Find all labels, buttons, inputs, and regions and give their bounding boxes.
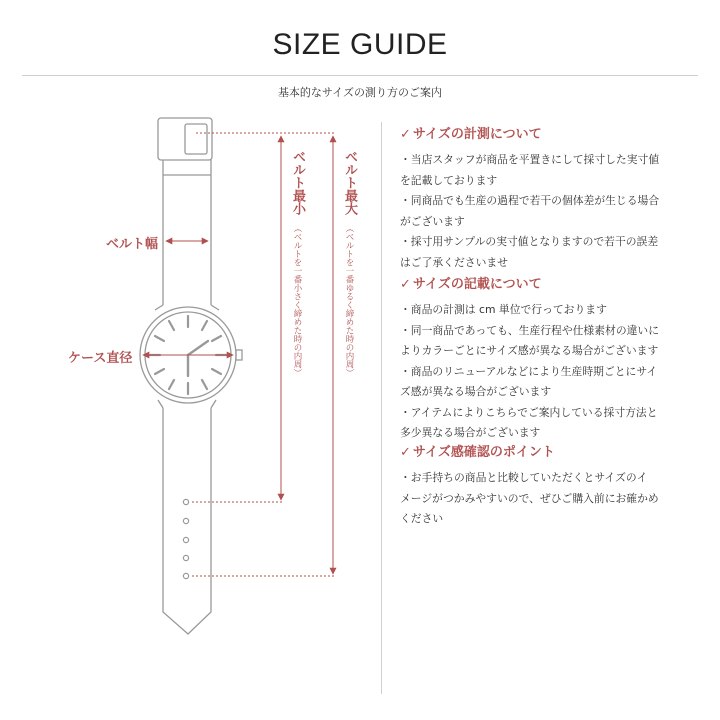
section-text-line: メージがつかみやすいので、ぜひご購入前にお確かめ xyxy=(400,491,659,505)
section-text-line: がございます xyxy=(400,214,465,228)
section-fit-check xyxy=(400,441,695,530)
section-text-line: はご了承くださいませ xyxy=(400,255,508,269)
section-text-line: ・同一商品であっても、生産行程や仕様素材の違いに xyxy=(400,323,660,337)
belt-width-label: ベルト幅 xyxy=(106,237,159,252)
crown xyxy=(236,350,242,360)
section-text-line: を記載しております xyxy=(400,173,498,187)
section-heading: ✓ サイズの計測について xyxy=(400,127,542,142)
check-icon: ✓ xyxy=(400,127,411,142)
belt-max-label xyxy=(340,150,359,377)
case-diameter-label: ケース直径 xyxy=(68,351,133,366)
section-text-line: よりカラーごとにサイズ感が異なる場合がございます xyxy=(400,344,659,357)
column-divider xyxy=(381,122,382,694)
belt-max-title: ベルト最大 xyxy=(342,150,357,215)
page-subtitle: 基本的なサイズの測り方のご案内 xyxy=(277,86,443,99)
strap-holes xyxy=(183,499,188,578)
section-text-line: ズ感が異なる場合がございます xyxy=(400,385,552,398)
watch-hands xyxy=(188,341,208,376)
check-icon: ✓ xyxy=(400,445,411,460)
section-text-line: ・お手持ちの商品と比較していただくとサイズのイ xyxy=(400,471,648,484)
section-heading: ✓ サイズの記載について xyxy=(400,277,542,292)
lower-strap xyxy=(163,408,211,634)
section-text-line: ・商品の計測は cm 単位で行っております xyxy=(400,303,607,316)
section-text-line: ・同商品でも生産の過程で若干の個体差が生じる場合 xyxy=(400,194,660,207)
watch-outline xyxy=(140,118,242,634)
section-text-line: ・アイテムによりこちらでご案内している採寸方法と xyxy=(400,405,658,419)
section-listing xyxy=(400,273,695,444)
belt-min-note: （ベルトを一番小さく締めた時の内周） xyxy=(292,224,302,378)
belt-min-title: ベルト最小 xyxy=(290,150,305,215)
section-text-line: 多少異なる場合がございます xyxy=(400,426,541,439)
section-heading: ✓ サイズ感確認のポイント xyxy=(400,445,555,460)
upper-strap xyxy=(163,160,211,305)
section-text-line: ・当店スタッフが商品を平置きにして採寸した実寸値 xyxy=(400,153,660,166)
section-text-line: ください xyxy=(400,512,444,525)
section-text-line: ・商品のリニューアルなどにより生産時期ごとにサイ xyxy=(400,364,658,378)
section-text-line: ・採寸用サンプルの実寸値となりますので若干の誤差 xyxy=(400,235,659,248)
belt-max-note: （ベルトを一番ゆるく締めた時の内周） xyxy=(344,224,354,378)
section-measurement xyxy=(400,123,695,273)
check-icon: ✓ xyxy=(400,277,411,292)
page-title: SIZE GUIDE xyxy=(272,28,448,61)
belt-min-label xyxy=(288,150,307,377)
